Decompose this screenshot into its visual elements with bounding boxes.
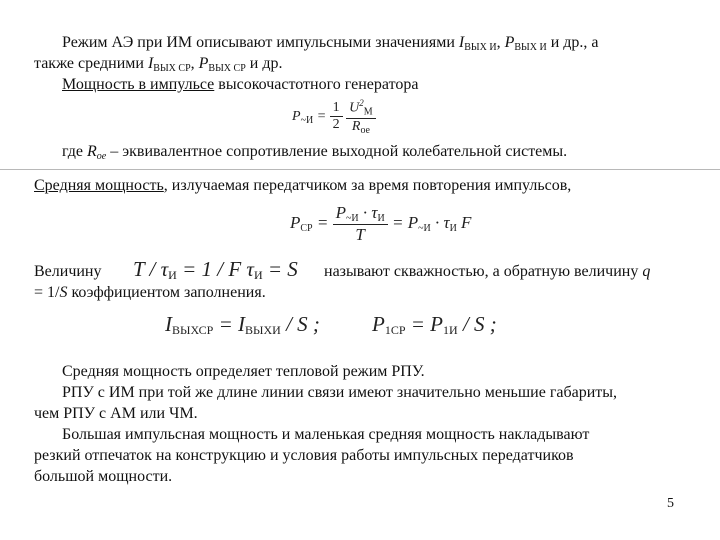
text-line-2: также средними $I_{ВЫХ СР}$, $P_{ВЫХ СР}$ и др. [34, 55, 283, 74]
text-line-5: Средняя мощность, излучаемая передатчиком за время повторения импульсов, [34, 177, 572, 194]
text-line-6-left: Величину [34, 263, 102, 280]
paragraph-size-line-1: РПУ с ИМ при той же длине линии связи имеют значительно меньшие габариты, [62, 384, 618, 401]
divider-line [0, 169, 720, 170]
paragraph-power-line-1: Большая импульсная мощность и маленькая средняя мощность накладывают [62, 426, 590, 443]
formula-duty-ratio: $T / \tau_И = 1 / F$ $\tau_И = S$ [133, 257, 298, 282]
text-line-3: Мощность в импульсе высокочастотного генератора [62, 76, 419, 93]
paragraph-power-line-2: резкий отпечаток на конструкцию и условия работы импульсных передатчиков [34, 447, 574, 464]
text-line-1: Режим АЭ при ИМ описывают импульсными значениями $I_{ВЫХ И}$, $P_{ВЫХ И}$ и др., а [62, 34, 599, 53]
paragraph-power-line-3: большой мощности. [34, 468, 173, 485]
page-number: 5 [667, 496, 674, 511]
text-line-7: = 1/S коэффициентом заполнения. [34, 284, 266, 301]
formula-average-power: $P_{СР}$ = $\frac{P_{\sim И} \cdot \tau_И}{T}$ = $P_{\sim И} \cdot \tau_И$ F [290, 203, 472, 244]
text-line-4: где $R_{oe}$ – эквивалентное сопротивление выходной колебательной системы. [62, 143, 568, 162]
formula-average-power-first: $P_{1СР} = P_{1И} / S$ ; [372, 312, 497, 337]
text-line-6-right: называют скважностью, а обратную величину q [324, 263, 651, 280]
formula-pulse-power: $P_{\sim И}$ = $\frac{1}{2}$ $\frac{U^2_М}{R_{oe}}$ [292, 98, 376, 136]
formula-average-output: $I_{ВЫХСР} = I_{ВЫХИ} / S$ ; [165, 312, 320, 337]
paragraph-size-line-2: чем РПУ с АМ или ЧМ. [34, 405, 198, 422]
paragraph-thermal: Средняя мощность определяет тепловой режим РПУ. [62, 363, 425, 380]
